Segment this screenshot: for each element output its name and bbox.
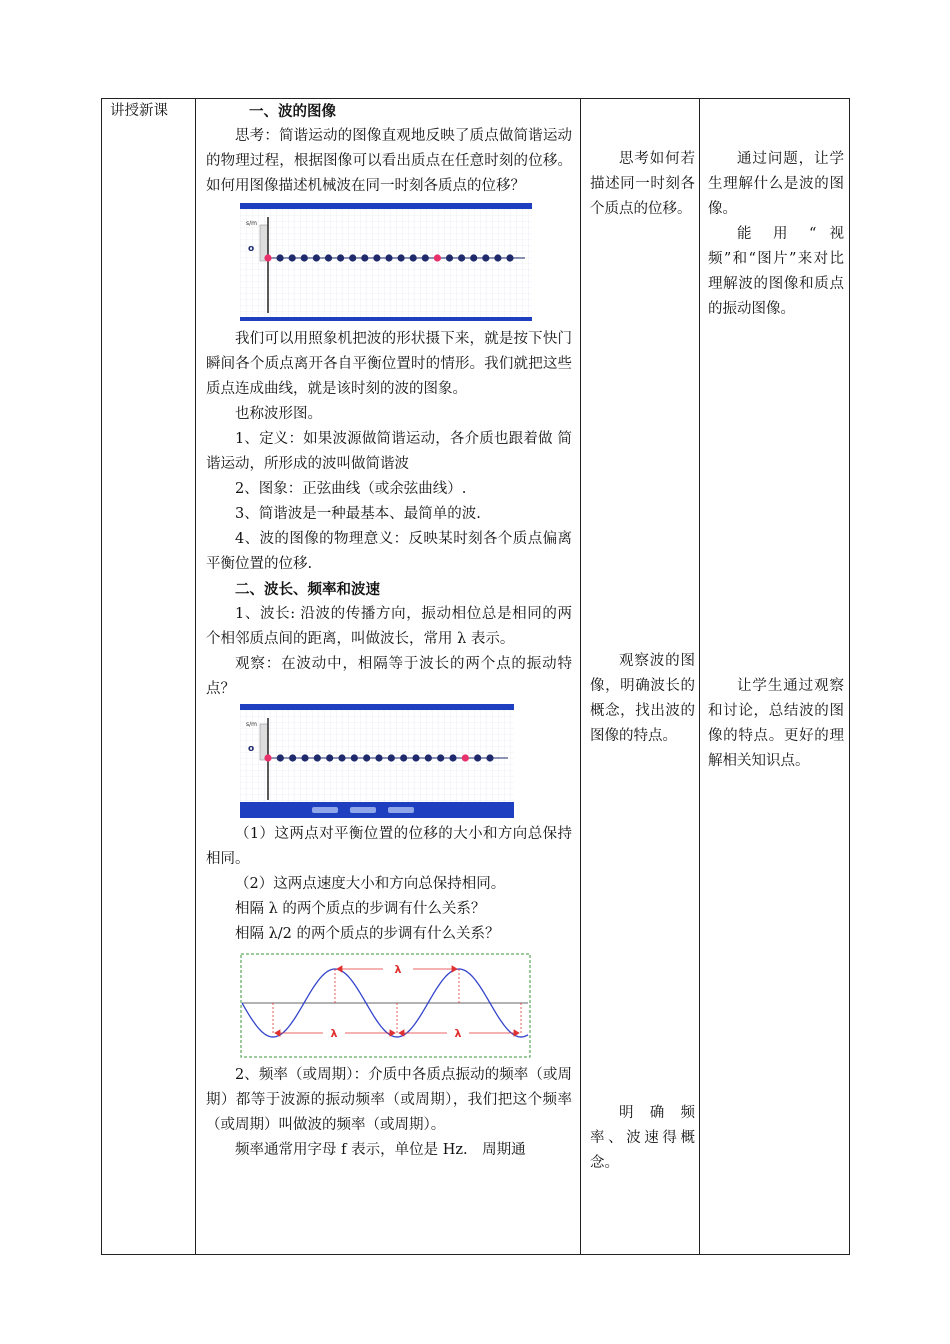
item-definition: 1、定义：如果波源做简谐运动，各介质也跟着做 简谐运动，所形成的波叫做简谐波 xyxy=(206,431,572,472)
design-intent-2 xyxy=(708,674,844,774)
para-camera: 我们可以用照象机把波的形状摄下来，就是按下快门瞬间各个质点离开各自平衡位置时的情形。我们就把这些质点连成曲线，就是该时刻的波的图象。 xyxy=(206,331,572,397)
col4-text-a1: 通过问题，让学生理解什么是波的图像。 xyxy=(708,151,844,217)
particle xyxy=(349,254,356,261)
para-observe: 观察：在波动中，相隔等于波长的两个点的振动特点？ xyxy=(206,656,572,697)
svg-text:s/m: s/m xyxy=(246,220,257,227)
lambda-label-bottom-left: λ xyxy=(330,1027,338,1040)
particle xyxy=(375,754,382,761)
particle xyxy=(458,254,465,261)
sim-title-bar xyxy=(240,203,532,209)
wave-sim-2-svg xyxy=(240,704,514,818)
col3-text-a: 思考如何若描述同一时刻各个质点的位移。 xyxy=(590,151,695,217)
particle xyxy=(277,254,284,261)
sim-button-1[interactable] xyxy=(312,807,338,813)
item-image: 2、图象：正弦曲线（或余弦曲线）. xyxy=(235,481,467,497)
particle xyxy=(361,254,368,261)
particle xyxy=(325,254,332,261)
particle xyxy=(400,754,407,761)
particle xyxy=(446,254,453,261)
highlighted-particle xyxy=(462,754,469,761)
svg-text:s/m: s/m xyxy=(246,721,257,728)
particle xyxy=(398,254,405,261)
particle xyxy=(388,754,395,761)
particle xyxy=(412,754,419,761)
col3-text-c: 明 确 频率、波速得概念。 xyxy=(590,1105,695,1171)
heading-wavelength: 二、波长、频率和波速 xyxy=(235,581,380,598)
particle xyxy=(289,254,296,261)
particle xyxy=(425,754,432,761)
item-basic: 3、简谐波是一种最基本、最简单的波. xyxy=(235,506,481,522)
bead-row-1 xyxy=(264,254,513,261)
particle xyxy=(385,254,392,261)
main-content xyxy=(206,99,572,1163)
item-meaning: 4、波的图像的物理意义：反映某时刻各个质点偏离平衡位置的位移. xyxy=(206,531,572,572)
student-activity-1 xyxy=(590,147,695,222)
particle xyxy=(506,254,513,261)
particle xyxy=(410,254,417,261)
particle xyxy=(363,754,370,761)
lambda-label-top: λ xyxy=(394,963,402,976)
particle xyxy=(437,754,444,761)
col4-text-a2: 能 用 “ 视 频”和“图片”来对比理解波的图像和质点的振动图像。 xyxy=(708,226,844,317)
wave-sim-1-svg xyxy=(240,203,532,321)
item-wavelength: 1、波长: 沿波的传播方向，振动相位总是相同的两个相邻质点间的距离，叫做波长，常用 λ 表示。 xyxy=(206,606,572,647)
sine-wave-figure xyxy=(240,953,532,1059)
particle xyxy=(351,754,358,761)
heading-wave-image: 一、波的图像 xyxy=(249,103,336,120)
item-frequency: 2、频率（或周期）：介质中各质点振动的频率（或周期）都等于波源的振动频率（或周期），我们把这个频率（或周期）叫做波的频率（或周期）。 xyxy=(206,1067,572,1133)
sim-button-3[interactable] xyxy=(388,807,414,813)
particle xyxy=(494,254,501,261)
particle xyxy=(313,254,320,261)
sim-control-bar xyxy=(240,802,514,818)
question-half-lambda: 相隔 λ/2 的两个质点的步调有什么关系？ xyxy=(235,926,500,942)
particle xyxy=(422,254,429,261)
particle xyxy=(337,254,344,261)
particle xyxy=(449,754,456,761)
particle xyxy=(373,254,380,261)
obs-2: （2）这两点速度大小和方向总保持相同。 xyxy=(235,876,506,892)
lesson-table xyxy=(101,98,850,1255)
student-activity-2 xyxy=(590,649,695,749)
para-alias: 也称波形图。 xyxy=(235,406,322,422)
particle xyxy=(289,754,296,761)
sim-button-2[interactable] xyxy=(350,807,376,813)
section-label: 讲授新课 xyxy=(110,103,168,119)
highlighted-particle xyxy=(434,254,441,261)
figure-border xyxy=(241,954,530,1057)
student-activity-3 xyxy=(590,1101,695,1176)
design-intent-1 xyxy=(708,147,844,322)
particle xyxy=(314,754,321,761)
col3-text-b: 观察波的图像，明确波长的概念，找出波的图像的特点。 xyxy=(590,653,695,744)
wave-sim-figure-2 xyxy=(240,704,514,818)
lambda-label-bottom-right: λ xyxy=(454,1027,462,1040)
svg-text:o: o xyxy=(248,244,255,254)
highlighted-particle xyxy=(264,254,271,261)
particle xyxy=(301,254,308,261)
particle xyxy=(486,754,493,761)
particle xyxy=(301,754,308,761)
para-units: 频率通常用字母 f 表示，单位是 Hz. 周期通 xyxy=(235,1142,526,1158)
wave-sim-figure-1 xyxy=(240,203,532,321)
sine-wave-svg xyxy=(240,953,532,1059)
particle xyxy=(277,754,284,761)
particle xyxy=(338,754,345,761)
particle xyxy=(326,754,333,761)
particle xyxy=(470,254,477,261)
particle xyxy=(474,754,481,761)
col4-text-b: 让学生通过观察和讨论，总结波的图像的特点。更好的理解相关知识点。 xyxy=(708,678,844,769)
highlighted-particle xyxy=(264,754,271,761)
question-lambda: 相隔 λ 的两个质点的步调有什么关系？ xyxy=(235,901,486,917)
svg-text:o: o xyxy=(248,744,255,754)
obs-1: （1）这两点对平衡位置的位移的大小和方向总保持相同。 xyxy=(206,826,572,867)
para-think: 思考：简谐运动的图像直观地反映了质点做简谐运动的物理过程，根据图像可以看出质点在任意时刻的位移。 如何用图像描述机械波在同一时刻各质点的位移？ xyxy=(206,128,572,194)
particle xyxy=(482,254,489,261)
